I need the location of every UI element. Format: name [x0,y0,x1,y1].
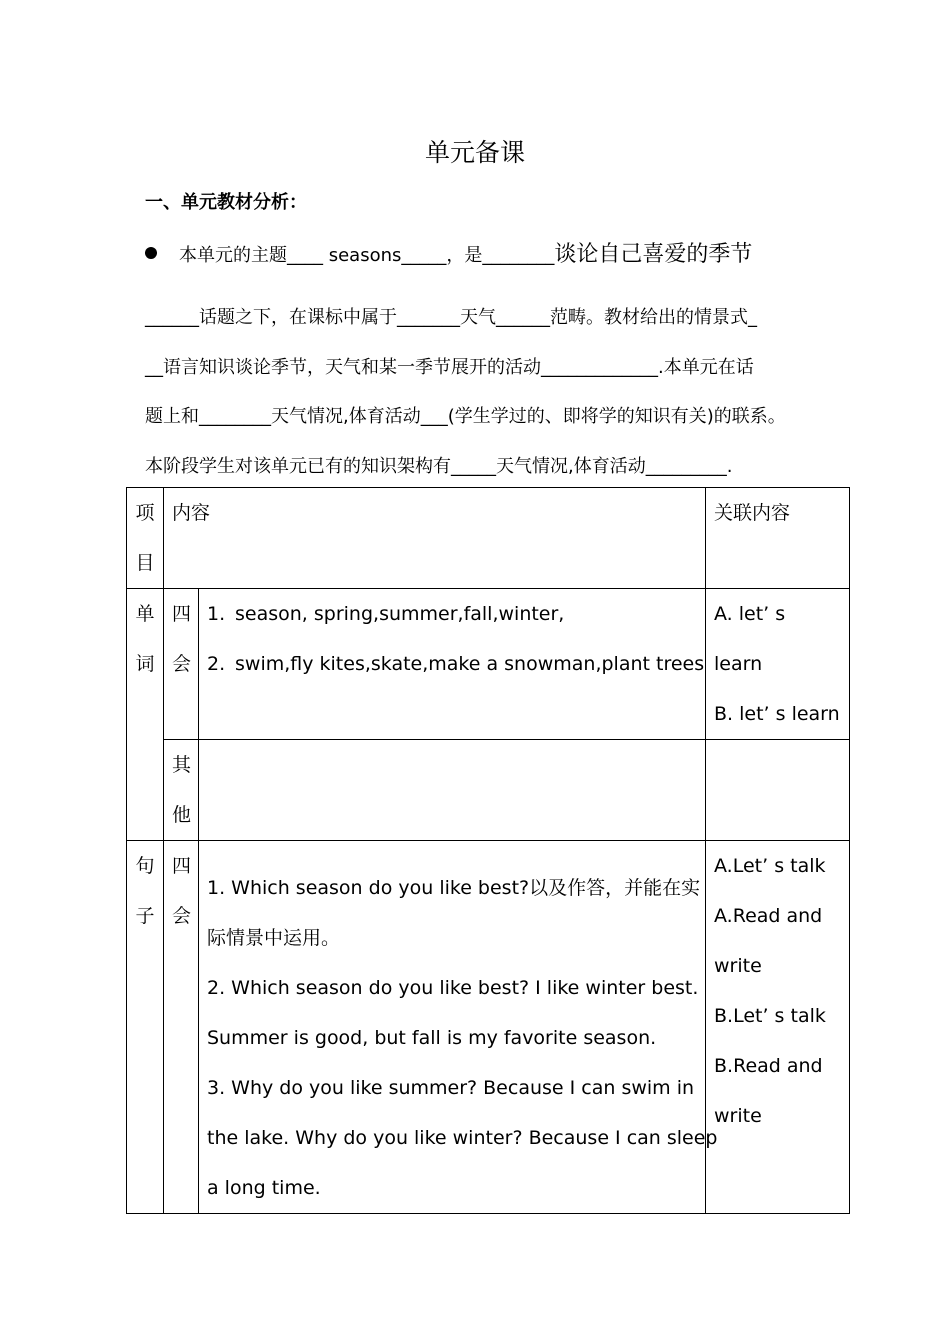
sentence-line: 际情景中运用。 [207,927,341,949]
other-label-cell [164,740,199,841]
words-label-char: 词 [135,653,155,675]
words-related-cell [706,589,850,740]
words-four-char: 会 [172,653,192,675]
header-content-cell [164,488,706,589]
section-heading: 一、单元教材分析： [145,192,307,213]
paragraph-line-3: __语言知识谈论季节，天气和某一季节展开的活动_____________.本单元在话 [145,357,754,378]
other-label-char: 他 [172,804,192,826]
sentence-line: a long time. [207,1177,321,1199]
paragraph-line-1 [145,237,752,268]
words-content-cell [199,589,706,740]
related-line: write [714,1105,762,1127]
header-item-char: 目 [135,552,155,574]
related-line: A.Let’ s talk [714,855,826,877]
related-line: B. let’ s learn [714,703,840,725]
list-item [207,639,705,689]
list-item-text: season, spring,summer,fall,winter, [235,603,565,625]
sentences-four-cell [164,841,199,1214]
related-line: B.Let’ s talk [714,1005,826,1027]
related-line: write [714,955,762,977]
table-row-sentences [127,841,850,1214]
words-four-cell [164,589,199,740]
lesson-plan-table [126,487,850,1214]
list-item-number: 1. [207,603,226,625]
sentences-label-char: 句 [135,855,155,877]
sentence-line: 1. Which season do you like best?以及作答，并能在实 [207,877,701,899]
words-four-char: 四 [172,603,192,625]
paragraph-line-5: 本阶段学生对该单元已有的知识架构有_____天气情况,体育活动_________. [145,456,733,477]
paragraph-line-2: ______话题之下，在课标中属于_______天气______范畴。教材给出的情景式_ [145,307,757,328]
other-related-cell [706,740,850,841]
sentences-four-char: 会 [172,905,192,927]
list-item [207,589,697,639]
related-line: A. let’ s [714,603,786,625]
related-line: A.Read and [714,905,823,927]
words-label-cell [127,589,164,841]
related-line: B.Read and [714,1055,823,1077]
sentences-content-cell [199,841,718,1214]
paragraph-topic: 谈论自己喜爱的季节 [554,242,753,267]
sentences-label-cell [127,841,164,1214]
header-content-label: 内容 [172,502,211,524]
bullet-icon [145,247,157,259]
table-header-row [127,488,850,589]
list-item-text: swim,fly kites,skate,make a snowman,plant trees [235,653,705,675]
paragraph-line-4: 题上和________天气情况,体育活动___(学生学过的、即将学的知识有关)的联系。 [145,406,786,427]
header-related-cell [706,488,850,589]
header-related-label: 关联内容 [714,502,791,524]
sentence-line: Summer is good, but fall is my favorite season. [207,1027,657,1049]
sentences-label-char: 子 [135,905,155,927]
paragraph-line-1-text: 本单元的主题____ seasons_____，是________ [179,245,555,266]
related-line: learn [714,653,763,675]
sentence-line: 3. Why do you like summer? Because I can swim in [207,1077,695,1099]
sentences-related-cell [706,841,850,1214]
page-title: 单元备课 [424,138,525,167]
words-label-char: 单 [135,603,155,625]
header-item-char: 项 [135,502,155,524]
table-row-other [127,740,850,841]
other-label-char: 其 [172,754,192,776]
sentences-four-char: 四 [172,855,192,877]
header-item-cell [127,488,164,589]
sentence-line: 2. Which season do you like best? I like winter best. [207,977,699,999]
list-item-number: 2. [207,653,226,675]
table-row-words [127,589,850,740]
sentence-line: the lake. Why do you like winter? Because I can sleep [207,1127,718,1149]
other-content-cell [199,740,706,841]
